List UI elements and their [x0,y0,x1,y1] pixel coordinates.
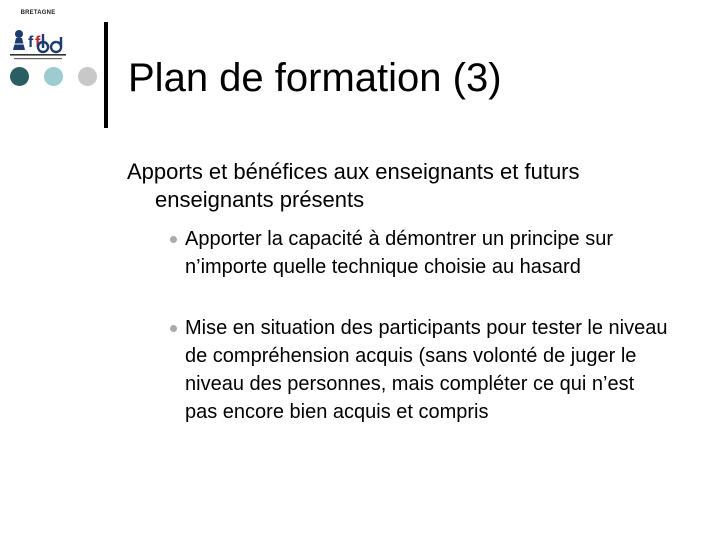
sub-point-text: Apporter la capacité à démontrer un principe sur n’importe quelle technique choisie au hasard [185,228,614,278]
title-divider [104,22,108,128]
bullet-icon [170,325,177,332]
main-point: Apports et bénéfices aux enseignants et futurs enseignants présents [127,159,580,212]
sub-point-text: Mise en situation des participants pour tester le niveau de compréhension acquis (sans volonté de juger le niveau des personnes, mais compléter ce qui n’est pas encore bien acquis et compris [185,317,668,423]
logo-region-label: BRETAGNE [20,10,56,16]
sub-point [168,225,668,281]
badminton-logo-icon [8,20,68,66]
sub-point [168,314,668,426]
slide-title: Plan de formation (3) [128,56,502,100]
dot-dark [10,67,29,86]
dot-gray [78,67,97,86]
svg-text:f: f [28,34,34,51]
decorative-dots [10,64,98,88]
ffbad-logo [6,8,70,66]
dot-light-teal [44,67,63,86]
svg-text:f: f [35,34,41,51]
bullet-icon [170,236,177,243]
